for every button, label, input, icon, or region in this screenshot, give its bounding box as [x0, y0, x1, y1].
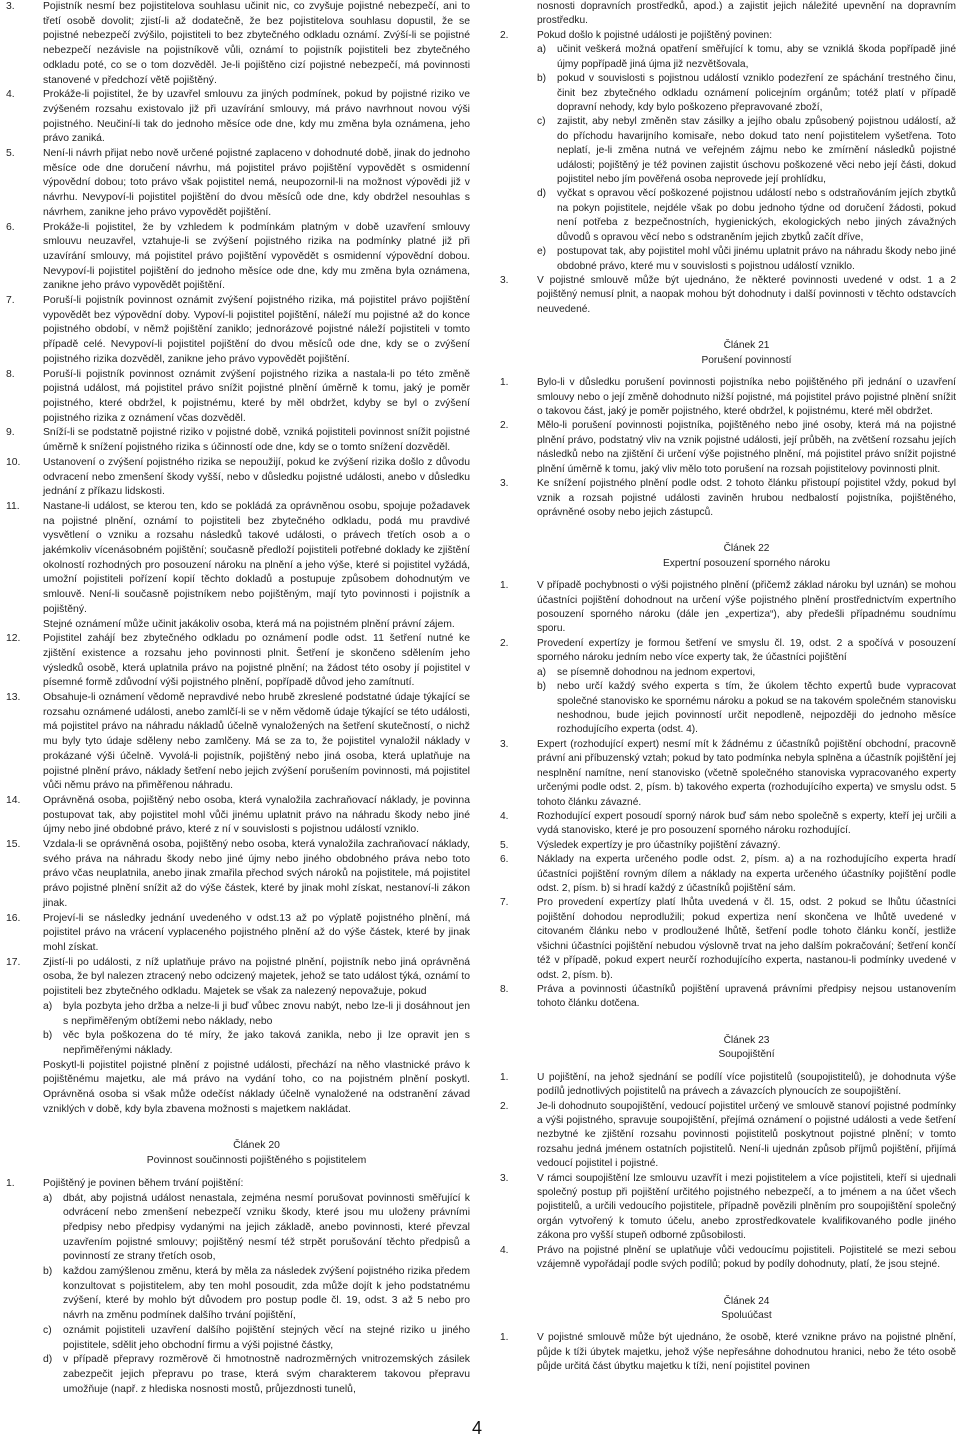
clause: [6, 1177, 470, 1192]
clause-number: 6.: [6, 221, 15, 233]
clause-text: Bylo-li v důsledku porušení povinnosti pojistníka nebo pojištěného při jednání o uzavření smlouvy nebo o její změně dohodnuto nižší pojistné, má pojistitel právo pojistné plnění snížit o takovou část, jaký je poměr pojistného, které obdržel, k pojistnému, které měl obdržet.: [537, 377, 956, 417]
sub-clause-number: b): [537, 73, 547, 85]
clause-text: V pojistné smlouvě může být ujednáno, že osobě, které vznikne právo na pojistné plnění, půjde k tíži úbytek majetku, jehož výše nepřesáhne dohodnutou hranici, nebo že této osobě půjde určitá část úbytku majetku k tíži, není pojistitel povinen: [537, 1332, 956, 1373]
clause: [6, 838, 470, 912]
clause-number: 3.: [500, 738, 509, 750]
clause-text: Oprávněná osoba, pojištěný nebo osoba, která vynaložila zachraňovací náklady, je povinna postupovat tak, aby pojistitel mohl vůči jinému uplatnit právo na náhradu škody nebo jiné újmy nebo jiné obdobné právo, které z ní v souvislosti s pojistnou událostí vzniklo.: [43, 794, 470, 836]
clause: [500, 1100, 956, 1172]
clause-number: 5.: [6, 148, 15, 160]
sub-clause-text: postupovat tak, aby pojistitel mohl vůči jinému uplatnit právo na náhradu škody nebo jiné obdobné právo, které mu v souvislosti s pojistnou událostí vzniklo.: [557, 246, 956, 272]
clause-text: Není-li návrh přijat nebo nově určené pojistné zaplaceno v dohodnuté době, jinak do jednoho měsíce ode dne doručení návrhu, má pojistitel právo pojištění vypovědět s osmidenní výpovědní dobou; toto právo však pojistitel nemá, neupozornil-li na možnost výpovědi již v návrhu. Nevypoví-li pojistitel pojištění do dvou měsíců ode dne, kdy obdržel nesouhlas s návrhem, zanikne jeho právo vypovědět pojištění.: [43, 148, 470, 218]
clause-number: 1.: [500, 377, 509, 389]
sub-clause-text: věc byla poškozena do té míry, že jako taková zanikla, nebo ji lze opravit jen s nepřiměřenými náklady.: [63, 1030, 470, 1056]
article-20-heading: [6, 1139, 470, 1168]
sub-clause: [537, 187, 956, 245]
clause-text: Ke snížení pojistného plnění podle odst. 2 tohoto článku přistoupí pojistitel vždy, pokud byl vznik a rozsah pojistné události zaviněn hrubou nedbalostí pojistníka, pojištěného, oprávněné osoby nebo jejich zástupců.: [537, 478, 956, 518]
clause: [6, 500, 470, 618]
sub-clause-number: a): [43, 1000, 53, 1012]
clause-text: Práva a povinnosti účastníků pojištění upravená právními předpisy nejsou ustanovením tohoto článku dotčena.: [537, 984, 956, 1010]
article-24-heading-title: Spoluúčast: [721, 1310, 772, 1322]
clause-text: Rozhodující expert posoudí sporný nárok buď sám nebo společně s experty, kteří jej určili a vydá stanovisko, které je pro posouzení sporného nároku rozhodující.: [537, 810, 956, 837]
clause-number: 2.: [500, 637, 509, 649]
clause-paragraph: Stejné oznámení může učinit jakákoliv osoba, která má na pojistném plnění právní zájem.: [43, 618, 455, 630]
clause-number: 3.: [500, 1172, 509, 1184]
clause-text: Vzdala-li se oprávněná osoba, pojištěný nebo osoba, která vynaložila zachraňovací náklady, svého práva na náhradu škody nebo jiné újmy nebo jiného obdobného práva nebo toto právo včas neuplatnila, anebo jinak zmařila přechod svých nároků na pojistitele, má pojistitel právo pojistné plnění snížit až do výše částek, které by jinak mohl získat, nestanoví-li zákon jinak.: [43, 839, 470, 909]
clause: [500, 1172, 956, 1244]
clause-number: 10.: [6, 456, 21, 468]
article-22-heading-title: Expertní posouzení sporného nároku: [662, 557, 831, 569]
clause-number: 1.: [500, 1332, 509, 1344]
sub-clause-text: učinit veškerá možná opatření směřující k tomu, aby se vzniklá škoda popřípadě jiné újmy popřípadě jiná újma již nezvětšovala,: [557, 44, 956, 70]
left-column: [6, 0, 470, 1397]
clause-text: Pojištěný je povinen během trvání pojištění:: [43, 1177, 244, 1189]
article-22-heading: [500, 542, 956, 571]
clause-text: U pojištění, na jehož sjednání se podílí více pojistitelů (soupojistitelů), je dohodnuta výše podílů jednotlivých pojistitelů na právech a závazcích plynoucích ze soupojištění.: [537, 1071, 956, 1098]
sub-clause-text: zajistit, aby nebyl změněn stav zásilky a jejího obalu způsobený pojistnou událostí, až do příchodu havarijního komisaře, nebo dokud tato není pojistitelem vyšetřena. Toto neplatí, je-li změna nutná ve veřejném zájmu nebo ke zmírnění následků pojistné události; pojištěný je též povinen zajistit úschovu poškozené věci nebo její části, dokud pojistitel nebo jím pověřená osoba neprovede její prohlídku,: [557, 116, 956, 186]
clause: [6, 691, 470, 794]
clause: [6, 794, 470, 838]
clause-text: Poruší-li pojistník povinnost oznámit zvýšení pojistného rizika a nastala-li po této změně pojistná událost, má pojistitel právo snížit pojistné plnění úměrně k tomu, jaký je poměr pojistného, které obdržel, k pojistnému, které by měl obdržet, kdyby se byl o zvýšení pojistného rizika z oznámení včas dozvěděl.: [43, 368, 470, 424]
clause: [6, 0, 470, 88]
clause: [6, 632, 470, 691]
clause-text: Nastane-li událost, se kterou ten, kdo se pokládá za oprávněnou osobu, spojuje požadavek na pojistné plnění, oznámí to pojistiteli bez zbytečného odkladu, podá mu pravdivé vysvětlení o vzniku a rozsahu následků takové události, o právech třetích osob a o jakémkoliv vícenásobném pojištění; současně předloží pojistiteli potřebné doklady ke zjištění okolností rozhodných pro posouzení nároku na plnění a jeho výše, které si pojistitel vyžádá, umožní pojistiteli pořízení kopií těchto dokladů a postupuje způsobem dohodnutým ve smlouvě. Není-li současně pojistníkem nebo pojištěným, mají tyto povinnosti i pojistník a pojištěný.: [43, 500, 470, 615]
clause: [500, 419, 956, 477]
clause-number: 8.: [500, 984, 509, 995]
clause: [500, 896, 956, 983]
article-23-heading-title: Soupojištění: [718, 1049, 775, 1061]
clause-number: 3.: [500, 275, 509, 287]
clause: [500, 29, 956, 43]
sub-clause: [43, 1000, 470, 1029]
sub-clause-text: každou zamýšlenou změnu, která by měla za následek zvýšení pojistného rizika předem konzultovat s pojistitelem, aby ten mohl posoudit, zda může dojít k jeho podstatnému zvýšení, které by mohlo být důvodem pro postup podle čl. 19, odst. 3 až 5 nebo pro návrh na změnu podmínek dalšího trvání pojištění,: [63, 1266, 470, 1322]
clause-paragraph: Poskytl-li pojistitel pojistné plnění z pojistné události, přechází na něho vlastnické právo k pojištěnému majetku, ale má právo na vydání toho, co na pojistném plnění poskytl. Oprávněná osoba si však může odečíst náklady účelně vynaložené na odstranění závad vzniklých v době, kdy byla zbavena možnosti s majetkem nakládat.: [43, 1059, 470, 1115]
article-24-heading: [500, 1295, 956, 1324]
sub-clause: [43, 1029, 470, 1058]
clause: [500, 637, 956, 666]
sub-clause-number: a): [537, 666, 547, 678]
clause: [6, 88, 470, 147]
article-22-heading-number: Článek 22: [723, 543, 770, 555]
clause-text: Zjistí-li po události, z níž uplatňuje právo na pojistné plnění, pojistník nebo jiná oprávněná osoba, že byl nalezen ztracený nebo odcizený majetek, jehož se tato událost týká, oznámí to pojistiteli bez zbytečného odkladu. Majetek se však za nalezený nepovažuje, pokud: [43, 956, 470, 998]
clause: [6, 956, 470, 1000]
sub-clause-number: c): [537, 116, 546, 128]
clause-number: 8.: [6, 368, 15, 380]
sub-clause-number: b): [43, 1266, 53, 1278]
clause-number: 1.: [500, 580, 509, 592]
clause-number: 4.: [6, 89, 15, 101]
sub-clause-text: se písemně dohodnou na jednom expertovi,: [557, 666, 756, 678]
clause: [6, 456, 470, 500]
clause-number: 7.: [6, 295, 15, 307]
clause: [500, 853, 956, 896]
sub-clause: [537, 43, 956, 72]
clause: [500, 1331, 956, 1374]
sub-clause-number: d): [43, 1354, 53, 1366]
sub-clause-text: nebo určí každý svého experta s tím, že úkolem těchto expertů bude vypracovat společné stanovisko ke spornému nároku a pokud se na takovém společném stanovisku neshodnou, bude jejich povinností určit nepodleně, nejpozději do jednoho měsíce rozhodujícího experta (odst. 4).: [557, 681, 956, 736]
clause-number: 5.: [500, 839, 509, 851]
clause-text: Provedení expertízy je formou šetření ve smyslu čl. 19, odst. 2 a spočívá v posouzení sporného nároku jedním nebo více experty tak, že účastníci pojištění: [537, 637, 956, 664]
article-20-heading-title: Povinnost součinnosti pojištěného s pojistitelem: [146, 1155, 367, 1167]
clause-text: Obsahuje-li oznámení vědomě nepravdivé nebo hrubě zkreslené podstatné údaje týkající se rozsahu oznámené události, anebo zamlčí-li se v něm vědomě údaje týkající se této události, má pojistitel právo na náhradu nákladů účelně vynaložených na šetření skutečností, o nichž mu byly tyto údaje sděleny nebo zamlčeny. Má se za to, že pojistitel vynaložil náklady v prokázané výši účelně. Vyvolá-li pojistník, pojištěný nebo jiná osoba, která uplatňuje na pojistné plnění právo, náklady šetření nebo jejich zvýšení porušením povinnosti, má pojistitel vůči němu právo na přiměřenou náhradu.: [43, 692, 470, 792]
clause-text: V rámci soupojištění lze smlouvu uzavřít i mezi pojistitelem a více pojistiteli, kteří si ujednali společný postup při pojištění určitého pojistného nebezpečí, a to jménem a na účet všech pojistitelů, a určili vedoucího pojistitele, případně povězili plněním pro soupojištění společný orgán vytvořený k tomuto účelu, anebo zprostředkovatele kvalifikovaného podle jiného zákona pro vyšší stupeň odborné způsobilosti.: [537, 1172, 956, 1242]
clause-number: 7.: [500, 897, 509, 909]
sub-clause-text: byla pozbyta jeho držba a nelze-li ji buď vůbec znovu nabýt, nebo lze-li ji dosáhnout jen s nepřiměřeným obtížemi nebo náklady, nebo: [63, 1000, 470, 1027]
clause-number: 16.: [6, 912, 21, 924]
article-21-heading-number: Článek 21: [723, 340, 770, 352]
clause-number: 2.: [500, 29, 509, 41]
sub-clause-number: b): [537, 681, 547, 693]
clause-text: Expert (rozhodující expert) nesmí mít k žádnému z účastníků pojištění obchodní, pracovně právní ani příbuzenský vztah; pokud by tato podmínka nebyla splněna a účastník pojištění jej nesplnění namítne, není stanovisko (včetně společného stanoviska vypracovaného experty určenými podle odst. 2, písm. b) takového experta (rozhodujícího experta) ve smyslu odst. 5 tohoto článku závazné.: [537, 738, 956, 808]
clause: [500, 983, 956, 1012]
article-21-heading-title: Porušení povinností: [701, 354, 792, 366]
right-column: [500, 0, 956, 1375]
clause: [6, 426, 470, 455]
clause: [500, 376, 956, 419]
clause-text: Pojistitel zahájí bez zbytečného odkladu po oznámení podle odst. 11 šetření nutné ke zjištění existence a rozsahu jeho povinnosti plnit. Šetření je skončeno sdělením jeho výsledků osobě, která uplatnila právo na pojistné plnění; na žádost této osoby jí pojistitel v písemné formě zdůvodní výši pojistného plnění, popřípadě důvod jeho zamítnutí.: [43, 633, 470, 689]
clause-number: 9.: [6, 427, 15, 439]
sub-clause-number: e): [537, 246, 547, 258]
sub-clause: [537, 245, 956, 274]
clause-text: Je-li dohodnuto soupojištění, vedoucí pojistitel určený ve smlouvě stanoví pojistné podmínky a výši pojistného, spravuje soupojištění, přejímá oznámení o pojistné události a vede šetření nezbytné ke zjištění rozsahu povinnosti pojistitelů poskytnout pojistné plnění; v tomto rozsahu jedná jménem ostatních pojistitelů. Není-li ujednán způsob příjmů pojištění, přijímá vedoucí pojistitel i pojistné.: [537, 1100, 956, 1170]
clause-number: 2.: [500, 420, 509, 432]
clause: [500, 477, 956, 520]
clause: [6, 368, 470, 427]
clause: [500, 839, 956, 853]
sub-clause: [537, 666, 956, 680]
article-21-heading: [500, 339, 956, 368]
sub-clause: [537, 115, 956, 187]
clause-number: 12.: [6, 633, 21, 645]
clause-number: 15.: [6, 839, 21, 851]
page-number: 4: [472, 1418, 483, 1438]
sub-clause-text: vyčkat s opravou věcí poškozené pojistnou událostí nebo s odstraňováním jejích zbytků na pokyn pojistitele, nejdéle však po dobu jednoho týdne od doručení žádosti, pokud není potřeba z bezpečnostních, hygienických, ekologických nebo jiných závažných důvodů s opravou věcí nebo s odstraněním jejich zbytků začít dříve,: [557, 188, 956, 243]
sub-clause: [43, 1192, 470, 1266]
clause: [500, 1244, 956, 1273]
clause-number: 3.: [500, 478, 509, 490]
clause-text: Projeví-li se následky jednání uvedeného v odst.13 až po výplatě pojistného plnění, má pojistitel právo na vrácení vyplaceného pojistného plnění až do výše částek, které by jinak mohl získat.: [43, 912, 470, 953]
clause-text: Prokáže-li pojistitel, že by uzavřel smlouvu za jiných podmínek, pokud by pojistné riziko ve zvýšeném rozsahu existovalo již při uzavírání smlouvy, má právo navrhnout novou výši pojistného. Neučiní-li tak do jednoho měsíce ode dne, kdy mu změna byla oznámena, jeho právo zaniká.: [43, 89, 470, 145]
clause-text: Mělo-li porušení povinnosti pojistníka, pojištěného nebo jiné osoby, která má na pojistné plnění právo, podstatný vliv na vznik pojistné události, její průběh, na zvětšení rozsahu jejích následků nebo na zjištění či určení výše pojistného plnění, má pojistitel právo snížit pojistné plnění úměrně k tomu, jaký vliv mělo toto porušení na rozsah pojistitelovy povinnosti plnit.: [537, 420, 956, 475]
clause-number: 1.: [500, 1071, 509, 1083]
clause: [6, 912, 470, 956]
sub-clause: [43, 1324, 470, 1353]
sub-clause-number: a): [43, 1192, 53, 1204]
sub-clause-text: pokud v souvislosti s pojistnou událostí vzniklo podezření ze spáchání trestného činu, činit bez zbytečného odkladu oznámení policejním orgánům; totéž platí v případě dopravní nehody, kdy bylo poškozeno přepravované zboží,: [557, 73, 956, 113]
article-20-heading-number: Článek 20: [233, 1140, 280, 1152]
clause-text: Sníží-li se podstatně pojistné riziko v pojistné době, vzniká pojistiteli povinnost snížit pojistné úměrně k snížení pojistného rizika s účinností ode dne, kdy se o tomto snížení dozvěděl.: [43, 427, 470, 454]
clause-number: 6.: [500, 854, 509, 866]
sub-clause: [537, 680, 956, 738]
clause-text: Pro provedení expertízy platí lhůta uvedená v čl. 15, odst. 2 pokud se lhůtu účastníci pojištění dohodou neprodlužili; pokud expertiza není skončena ve lhůtě uvedené v citovaném článku nebo v prodloužené lhůtě, šetření podle tohoto článku končí, jestliže všichni účastníci pojištění nebudou výslovně trvat na jeho dalším pokračování; šetření končí též v případě, pokud expert neurčí rozhodujícího experta, nastanou-li podmínky uvedené v odst. 2, písm. b).: [537, 897, 956, 981]
clause-text: V pojistné smlouvě může být ujednáno, že některé povinnosti uvedené v odst. 1 a 2 pojištěný nemusí plnit, a naopak mohou být dohodnuty i další povinnosti v těchto odstavcích neuvedené.: [537, 275, 956, 315]
clause: [6, 294, 470, 368]
sub-clause-number: a): [537, 44, 547, 56]
article-23-heading: [500, 1034, 956, 1063]
clause-number: 1.: [6, 1177, 15, 1189]
sub-clause-text: v případě přepravy rozměrově či hmotnostně nadrozměrných vnitrozemských zásilek zabezpečit jejich přepravu po trase, která svým charakterem takovou přepravu umožňuje (např. z hlediska nosnosti mostů, průjezdnosti tunelů,: [63, 1354, 470, 1395]
clause-number: 17.: [6, 956, 21, 968]
clause-number: 11.: [6, 500, 20, 512]
continued-text: nosnosti dopravních prostředků, apod.) a zajistit jejich náležité upevnění na dopravním prostředku.: [537, 1, 956, 27]
clause-text: Poruší-li pojistník povinnost oznámit zvýšení pojistného rizika, má pojistitel právo pojištění vypovědět bez výpovědní doby. Vypoví-li pojistitel pojištění, náleží mu pojistné až do konce pojistného období, v němž pojištění zaniklo; jednorázové pojistné náleží pojistiteli v tomto případě celé. Nevypoví-li pojistitel pojištění do dvou měsíců ode dne, kdy se o zvýšení pojistného rizika dozvěděl, zanikne jeho právo vypovědět pojištění.: [43, 295, 470, 365]
clause-number: 4.: [500, 1244, 509, 1256]
clause: [500, 579, 956, 637]
clause-number: 3.: [6, 1, 15, 12]
article-24-heading-number: Článek 24: [723, 1295, 770, 1307]
sub-clause: [537, 72, 956, 115]
sub-clause-number: c): [43, 1324, 52, 1336]
clause-text: Prokáže-li pojistitel, že by vzhledem k podmínkám platným v době uzavření smlouvy smlouvu neuzavřel, vztahuje-li se zvýšení pojistného rizika na podmínky platné již při uzavírání smlouvy, má pojistitel právo pojištění vypovědět s osmidenní výpovědní dobou. Nevypoví-li pojistitel pojištění do jednoho měsíce ode dne, kdy mu změna byla oznámena, zanikne jeho právo vypovědět pojištění.: [43, 221, 470, 292]
clause-text: Právo na pojistné plnění se uplatňuje vůči vedoucímu pojistiteli. Pojistitelé se mezi sebou vzájemně vypořádají podle svých podílů; pokud by podíly dohodnuty, platí, že jsou stejné.: [537, 1244, 956, 1271]
sub-clause-text: dbát, aby pojistná událost nenastala, zejména nesmí porušovat povinnosti směřující k odvrácení nebo zmenšení nebezpečí vzniku škody, které jsou mu uloženy právními předpisy nebo předpisy vydanými na jejich základě, anebo povinnosti, které převzal uzavřením pojistné smlouvy; pojištěný nesmí též strpět porušování těchto předpisů a povinností ze strany třetích osob,: [63, 1192, 470, 1263]
clause-text: Pokud došlo k pojistné události je pojištěný povinen:: [537, 29, 773, 41]
clause: [500, 810, 956, 839]
clause-number: 2.: [500, 1100, 509, 1112]
clause-text: V případě pochybnosti o výši pojistného plnění (přičemž základ nároku byl uznán) se mohou účastníci pojištění dohodnout na určení výše pojistného plnění prostřednictvím expertního posouzení sporného nároku (dále jen „expertiza“), aby předešli případnému soudnímu sporu.: [537, 580, 956, 635]
clause-number: 13.: [6, 692, 21, 704]
clause: [6, 221, 470, 295]
clause-text: Náklady na experta určeného podle odst. 2, písm. a) a na rozhodujícího experta hradí účastníci pojištění rovným dílem a náklady na experta určeného účastníky pojištění podle odst. 2, písm. b) si hradí každý z účastníků pojištění sám.: [537, 854, 956, 895]
clause: [6, 147, 470, 221]
clause-number: 14.: [6, 794, 21, 806]
sub-clause: [43, 1265, 470, 1324]
clause: [500, 738, 956, 810]
clause-text: Pojistník nesmí bez pojistitelova souhlasu učinit nic, co zvyšuje pojistné nebezpečí, ani to třetí osobě dovolit; zjistí-li až dodatečně, že bez pojistitelova souhlasu dopustil, že se pojistné nebezpečí zvýšilo, pojistiteli to bez zbytečného odkladu oznámí. Zvýší-li se pojistné nebezpečí nezávisle na pojistníkově vůli, oznámí to pojistník pojistiteli bez zbytečného odkladu poté, co se o tom dozvěděl. Je-li pojištěno cizí pojistné nebezpečí, má povinnosti stanovené v předchozí větě pojištěný.: [43, 1, 470, 86]
article-23-heading-number: Článek 23: [723, 1034, 770, 1046]
clause-text: Ustanovení o zvýšení pojistného rizika se nepoužijí, pokud ke zvýšení rizika došlo z důvodu odvracení nebo zmenšení škody vyšší, nebo v důsledku pojistné události, anebo v důsledku jednání z příkazu lidskosti.: [43, 456, 470, 498]
clause-number: 4.: [500, 810, 509, 822]
clause-text: Výsledek expertízy je pro účastníky pojištění závazný.: [537, 839, 781, 851]
sub-clause-number: b): [43, 1030, 53, 1042]
sub-clause-number: d): [537, 188, 547, 200]
clause: [500, 1071, 956, 1100]
clause: [500, 274, 956, 317]
sub-clause-text: oznámit pojistiteli uzavření dalšího pojištění stejných věcí na stejné riziko u jiného pojistitele, sdělit jeho obchodní firmu a výši pojistné částky,: [63, 1324, 470, 1351]
sub-clause: [43, 1353, 470, 1397]
